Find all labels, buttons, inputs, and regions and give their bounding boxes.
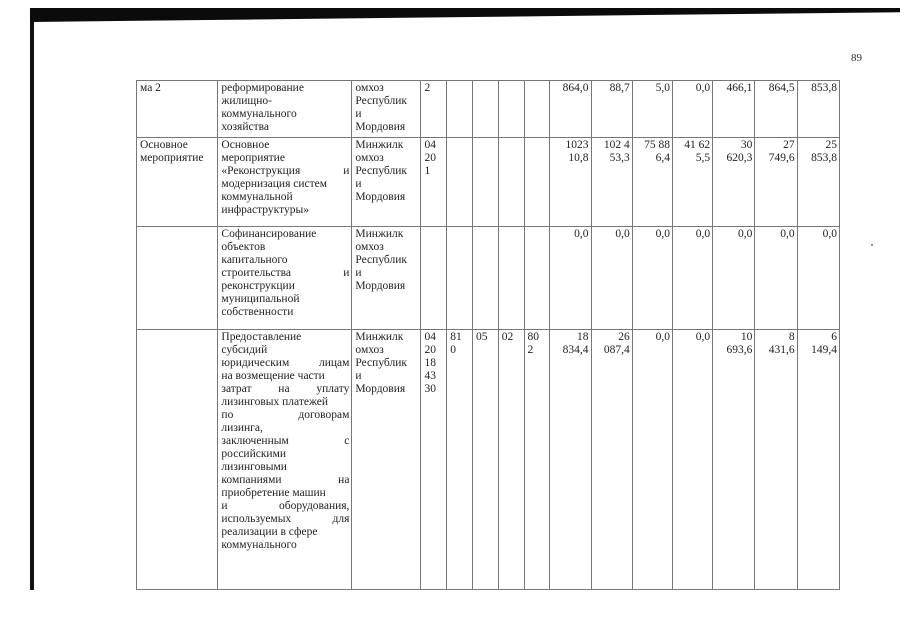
code-cell: 04 20 1 <box>421 138 447 227</box>
executor-cell: омхоз Республик и Мордовия <box>352 81 421 138</box>
code-cell <box>421 227 447 330</box>
scan-top-edge <box>30 8 900 22</box>
code-cell <box>447 227 473 330</box>
page-bottom-margin <box>0 590 905 639</box>
value-cell: 30 620,3 <box>713 138 755 227</box>
value-cell: 0,0 <box>632 330 672 590</box>
program-cell: Основное мероприятие <box>137 138 218 227</box>
description-cell: Предоставление субсидий юридическим лицам на возмещение части затрат на уплату лизинговых платежей по договорам лизинга, заключенным с российскими лизинговыми компаниями на приобретение машин и оборудования, используемых для реализации в сфере коммунального <box>218 330 352 590</box>
value-cell: 75 88 6,4 <box>632 138 672 227</box>
value-cell: 25 853,8 <box>797 138 839 227</box>
value-cell: 0,0 <box>755 227 797 330</box>
page-number: 89 <box>851 52 862 64</box>
value-cell: 0,0 <box>632 227 672 330</box>
scan-left-edge <box>30 20 34 632</box>
code-cell <box>524 81 550 138</box>
code-cell <box>498 81 524 138</box>
value-cell: 0,0 <box>550 227 591 330</box>
value-cell: 0,0 <box>713 227 755 330</box>
code-cell: 80 2 <box>524 330 550 590</box>
code-cell <box>498 227 524 330</box>
executor-cell: Минжилк омхоз Республик и Мордовия <box>352 330 421 590</box>
code-cell <box>524 138 550 227</box>
code-cell: 05 <box>473 330 499 590</box>
executor-cell: Минжилк омхоз Республик и Мордовия <box>352 227 421 330</box>
description-cell: реформирование жилищно- коммунального хозяйства <box>218 81 352 138</box>
value-cell: 864,0 <box>550 81 591 138</box>
description-cell: Софинансирование объектов капитального строительства и реконструкции муниципальной собственности <box>218 227 352 330</box>
code-cell <box>524 227 550 330</box>
budget-table <box>136 80 840 590</box>
value-cell: 26 087,4 <box>591 330 632 590</box>
code-cell: 2 <box>421 81 447 138</box>
value-cell: 27 749,6 <box>755 138 797 227</box>
value-cell: 0,0 <box>672 227 712 330</box>
value-cell: 466,1 <box>713 81 755 138</box>
table-row <box>137 138 840 227</box>
value-cell: 41 62 5,5 <box>672 138 712 227</box>
code-cell: 81 0 <box>447 330 473 590</box>
value-cell: 0,0 <box>672 330 712 590</box>
code-cell <box>498 138 524 227</box>
description-cell: Основное мероприятие «Реконструкция и модернизация систем коммунальной инфраструктуры» <box>218 138 352 227</box>
table-row <box>137 81 840 138</box>
value-cell: 1023 10,8 <box>550 138 591 227</box>
value-cell: 8 431,6 <box>755 330 797 590</box>
value-cell: 864,5 <box>755 81 797 138</box>
value-cell: 0,0 <box>672 81 712 138</box>
value-cell: 853,8 <box>797 81 839 138</box>
value-cell: 102 4 53,3 <box>591 138 632 227</box>
value-cell: 10 693,6 <box>713 330 755 590</box>
value-cell: 5,0 <box>632 81 672 138</box>
value-cell: 88,7 <box>591 81 632 138</box>
value-cell: 0,0 <box>591 227 632 330</box>
code-cell: 02 <box>498 330 524 590</box>
program-cell <box>137 330 218 590</box>
code-cell <box>473 138 499 227</box>
code-cell <box>473 227 499 330</box>
value-cell: 6 149,4 <box>797 330 839 590</box>
value-cell: 0,0 <box>797 227 839 330</box>
code-cell <box>447 138 473 227</box>
code-cell <box>473 81 499 138</box>
value-cell: 18 834,4 <box>550 330 591 590</box>
table-row <box>137 227 840 330</box>
program-cell <box>137 227 218 330</box>
code-cell: 04 20 18 43 30 <box>421 330 447 590</box>
code-cell <box>447 81 473 138</box>
executor-cell: Минжилк омхоз Республик и Мордовия <box>352 138 421 227</box>
table-row <box>137 330 840 590</box>
scan-speck <box>871 244 873 246</box>
program-cell: ма 2 <box>137 81 218 138</box>
